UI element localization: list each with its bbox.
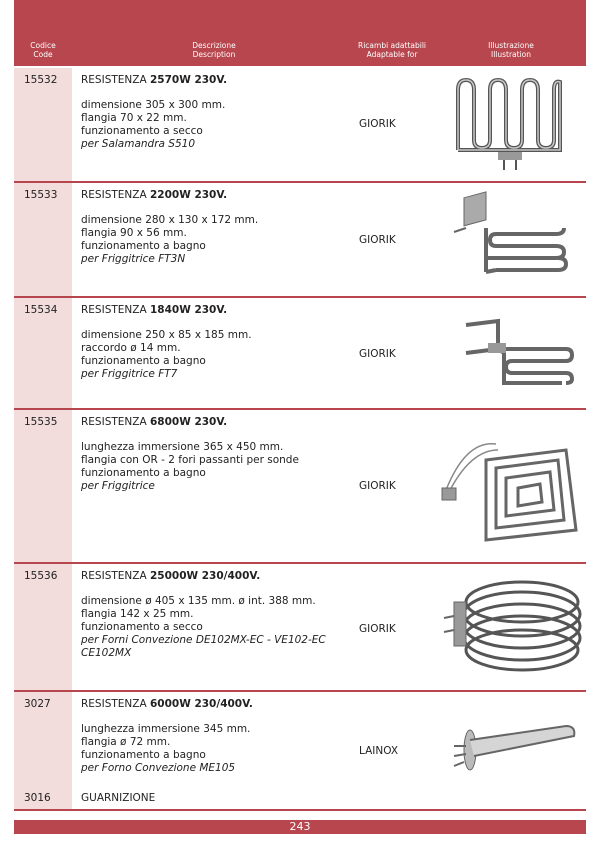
adaptable-brand: LAINOX (359, 745, 399, 757)
heating-element-zigzag-icon (426, 70, 586, 178)
header-adaptable: Ricambi adattabili Adaptable for (358, 41, 426, 59)
table-header (14, 0, 586, 66)
table-row (14, 68, 586, 181)
product-code: 15536 (24, 570, 58, 582)
product-description: GUARNIZIONE (81, 792, 156, 804)
fryer-element-icon (426, 188, 586, 288)
product-description: RESISTENZA 1840W 230V. dimensione 250 x 85 x 185 mm. raccordo ø 14 mm. funzionamento a bagno per Friggitrice FT7 (81, 304, 252, 380)
page-number: 243 (14, 820, 586, 834)
table-row (14, 564, 586, 690)
product-description: RESISTENZA 6000W 230/400V. lunghezza immersione 345 mm. flangia ø 72 mm. funzionamento a bagno per Forno Convezione ME105 (81, 698, 253, 774)
product-description: RESISTENZA 6800W 230V. lunghezza immersione 365 x 450 mm. flangia con OR - 2 fori passanti per sonde funzionamento a bagno per Friggitrice (81, 416, 299, 492)
table-row (14, 692, 586, 809)
header-description: Descrizione Description (192, 41, 236, 59)
product-code: 15535 (24, 416, 58, 428)
product-code: 3027 (24, 698, 51, 710)
header-illustration: Illustrazione Illustration (488, 41, 534, 59)
table-row (14, 298, 586, 408)
header-code: Codice Code (30, 41, 56, 59)
table-row (14, 183, 586, 296)
immersion-element-icon (426, 710, 586, 780)
adaptable-brand: GIORIK (359, 118, 396, 130)
product-code: 15533 (24, 189, 58, 201)
adaptable-brand: GIORIK (359, 348, 396, 360)
product-description: RESISTENZA 2570W 230V. dimensione 305 x 300 mm. flangia 70 x 22 mm. funzionamento a secco per Salamandra S510 (81, 74, 228, 150)
table-row (14, 410, 586, 562)
fryer-element-large-icon (426, 420, 586, 555)
product-code: 15534 (24, 304, 58, 316)
product-description: RESISTENZA 2200W 230V. dimensione 280 x 130 x 172 mm. flangia 90 x 56 mm. funzionamento a bagno per Friggitrice FT3N (81, 189, 259, 265)
product-code: 3016 (24, 792, 51, 804)
circular-oven-element-icon (426, 572, 586, 684)
adaptable-brand: GIORIK (359, 234, 396, 246)
adaptable-brand: GIORIK (359, 623, 396, 635)
product-description: RESISTENZA 25000W 230/400V. dimensione ø 405 x 135 mm. ø int. 388 mm. flangia 142 x 25 mm. funzionamento a secco per Forni Convezione DE102MX-EC - VE102-EC CE102MX (81, 570, 326, 659)
row-separator (14, 809, 586, 811)
fryer-element-icon (426, 303, 586, 403)
product-code: 15532 (24, 74, 58, 86)
adaptable-brand: GIORIK (359, 480, 396, 492)
